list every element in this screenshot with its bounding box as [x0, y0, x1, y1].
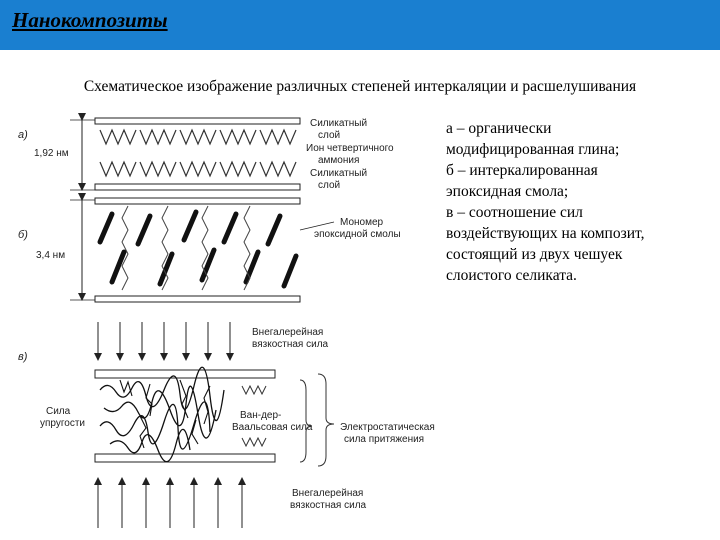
spring-symbol: [242, 438, 266, 446]
silicate-layer: [95, 454, 275, 462]
bracket-vdw: [300, 380, 312, 462]
caption-line: состоящий из двух чешуек: [446, 246, 623, 263]
caption-line: в – соотношение сил: [446, 204, 583, 221]
polymer-chains: [100, 367, 224, 461]
caption-line: воздействующих на композит,: [446, 225, 645, 242]
panel-b-letter: б): [18, 229, 28, 241]
caption-line: эпоксидная смола;: [446, 183, 569, 200]
silicate-layer: [95, 118, 300, 124]
label-silicate-top: слой: [318, 130, 341, 141]
label-ammonium: аммония: [318, 155, 360, 166]
epoxy-monomers: [100, 212, 296, 286]
ammonium-chains-lower: [100, 162, 296, 176]
label-ammonium: Ион четвертичного: [306, 143, 394, 154]
viscous-force-arrows-top: [98, 322, 230, 360]
slide-subtitle: Схематическое изображение различных степеней интеркаляции и расшелушивания: [83, 78, 637, 95]
panel-a-letter: а): [18, 129, 28, 141]
silicate-layer: [95, 296, 300, 302]
caption-line: б – интеркалированная: [446, 162, 598, 179]
label-monomer: Мономер: [340, 217, 384, 228]
silicate-layer: [95, 198, 300, 204]
silicate-layer: [95, 184, 300, 190]
panel-c-letter: в): [18, 351, 28, 363]
label-elastic: упругости: [40, 418, 86, 429]
spring-symbol: [242, 386, 266, 394]
label-electrostatic: Электростатическая: [340, 422, 435, 433]
silicate-layer: [95, 370, 275, 378]
label-electrostatic: сила притяжения: [344, 434, 425, 445]
panel-a-dimension: 1,92 нм: [34, 148, 69, 159]
label-silicate-bottom: Силикатный: [310, 168, 368, 179]
ammonium-chains-b: [122, 206, 250, 290]
label-vdw: Ван-дер-: [240, 410, 282, 421]
label-force-bottom: вязкостная сила: [290, 500, 367, 511]
caption-line: слоистого селиката.: [446, 267, 577, 284]
label-force-top: Внегалерейная: [252, 327, 324, 338]
label-force-top: вязкостная сила: [252, 339, 329, 350]
label-force-bottom: Внегалерейная: [292, 488, 364, 499]
label-elastic: Сила: [46, 406, 71, 417]
label-silicate-top: Силикатный: [310, 118, 368, 129]
label-silicate-bottom: слой: [318, 180, 341, 191]
caption-line: модифицированная глина;: [446, 141, 620, 158]
label-monomer: эпоксидной смолы: [314, 229, 401, 240]
panel-b-dimension: 3,4 нм: [36, 250, 66, 261]
ammonium-chains-upper: [100, 130, 296, 144]
bracket-electrostatic: [318, 374, 334, 466]
label-vdw: Ваальсовая сила: [232, 422, 313, 433]
page-title: Нанокомпозиты: [12, 8, 168, 32]
viscous-force-arrows-bottom: [98, 478, 242, 528]
caption-line: а – органически: [446, 120, 552, 137]
